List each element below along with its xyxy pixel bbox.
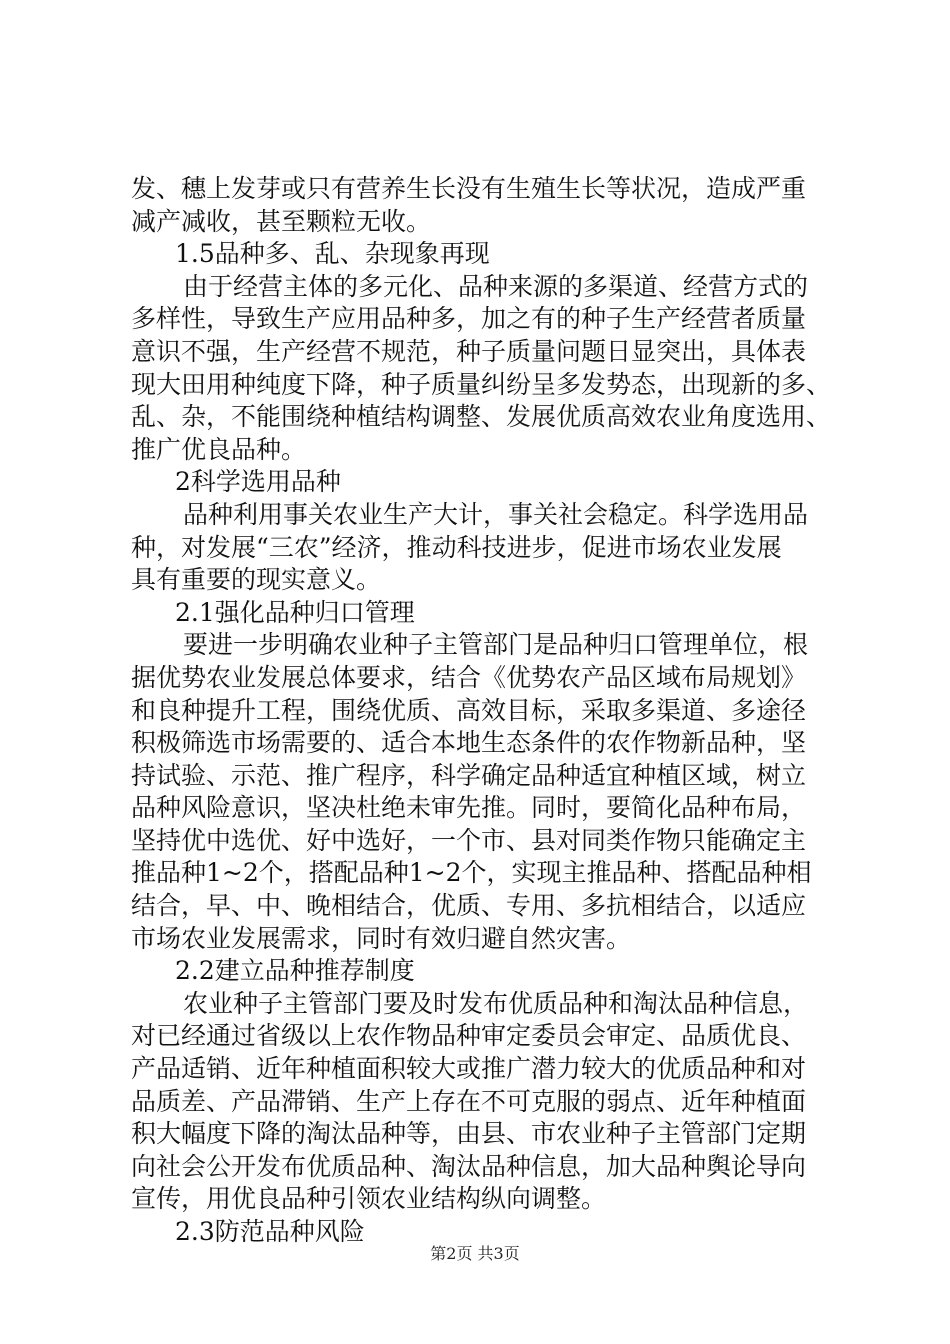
text-line: 推广优良品种。 — [131, 434, 307, 464]
text-line: 品种风险意识，坚决杜绝未审先推。同时，要简化品种布局， — [131, 793, 807, 823]
text-line: 种，对发展“三农”经济，推动科技进步，促进市场农业发展 — [131, 532, 782, 562]
section-heading: 2.3防范品种风险 — [175, 1217, 365, 1246]
section-heading: 2科学选用品种 — [175, 467, 341, 497]
text-line: 据优势农业发展总体要求，结合《优势农产品区域布局规划》 — [131, 662, 807, 692]
text-line: 现大田用种纯度下降，种子质量纠纷呈多发势态，出现新的多、 — [131, 369, 831, 399]
document-body — [131, 173, 831, 1249]
section-heading: 1.5品种多、乱、杂现象再现 — [175, 239, 490, 269]
text-line: 具有重要的现实意义。 — [131, 565, 382, 595]
text-line: 对已经通过省级以上农作物品种审定委员会审定、品质优良、 — [131, 1021, 807, 1051]
page-number: 第2页 共3页 — [430, 1244, 520, 1263]
text-line: 宣传，用优良品种引领农业结构纵向调整。 — [131, 1184, 607, 1214]
text-line: 多样性，导致生产应用品种多，加之有的种子生产经营者质量 — [131, 304, 807, 334]
text-line: 要进一步明确农业种子主管部门是品种归口管理单位，根 — [183, 630, 809, 660]
text-line: 由于经营主体的多元化、品种来源的多渠道、经营方式的 — [183, 271, 809, 301]
text-line: 农业种子主管部门要及时发布优质品种和淘汰品种信息， — [183, 988, 809, 1018]
text-line: 积极筛选市场需要的、适合本地生态条件的农作物新品种，坚 — [131, 728, 807, 758]
text-line: 积大幅度下降的淘汰品种等，由县、市农业种子主管部门定期 — [131, 1119, 807, 1149]
text-line: 和良种提升工程，围绕优质、高效目标，采取多渠道、多途径 — [131, 695, 807, 725]
section-heading: 2.2建立品种推荐制度 — [175, 956, 415, 986]
section-heading: 2.1强化品种归口管理 — [175, 597, 415, 627]
text-line: 向社会公开发布优质品种、淘汰品种信息，加大品种舆论导向 — [131, 1151, 807, 1181]
text-line: 结合，早、中、晚相结合，优质、专用、多抗相结合，以适应 — [131, 891, 807, 921]
text-line: 意识不强，生产经营不规范，种子质量问题日显突出，具体表 — [131, 336, 807, 366]
text-line: 品种利用事关农业生产大计，事关社会稳定。科学选用品 — [183, 499, 809, 529]
text-line: 推品种1~2个，搭配品种1~2个，实现主推品种、搭配品种相 — [131, 858, 812, 888]
text-line: 坚持优中选优、好中选好，一个市、县对同类作物只能确定主 — [131, 825, 807, 855]
text-line: 发、穗上发芽或只有营养生长没有生殖生长等状况，造成严重 — [131, 174, 807, 203]
text-line: 减产减收，甚至颗粒无收。 — [131, 206, 432, 236]
text-line: 持试验、示范、推广程序，科学确定品种适宜种植区域，树立 — [131, 760, 807, 790]
text-line: 产品适销、近年种植面积较大或推广潜力较大的优质品种和对 — [131, 1054, 807, 1084]
text-line: 乱、杂，不能围绕种植结构调整、发展优质高效农业角度选用、 — [131, 402, 831, 432]
text-line: 品质差、产品滞销、生产上存在不可克服的弱点、近年种植面 — [131, 1086, 807, 1116]
text-line: 市场农业发展需求，同时有效归避自然灾害。 — [131, 923, 632, 953]
